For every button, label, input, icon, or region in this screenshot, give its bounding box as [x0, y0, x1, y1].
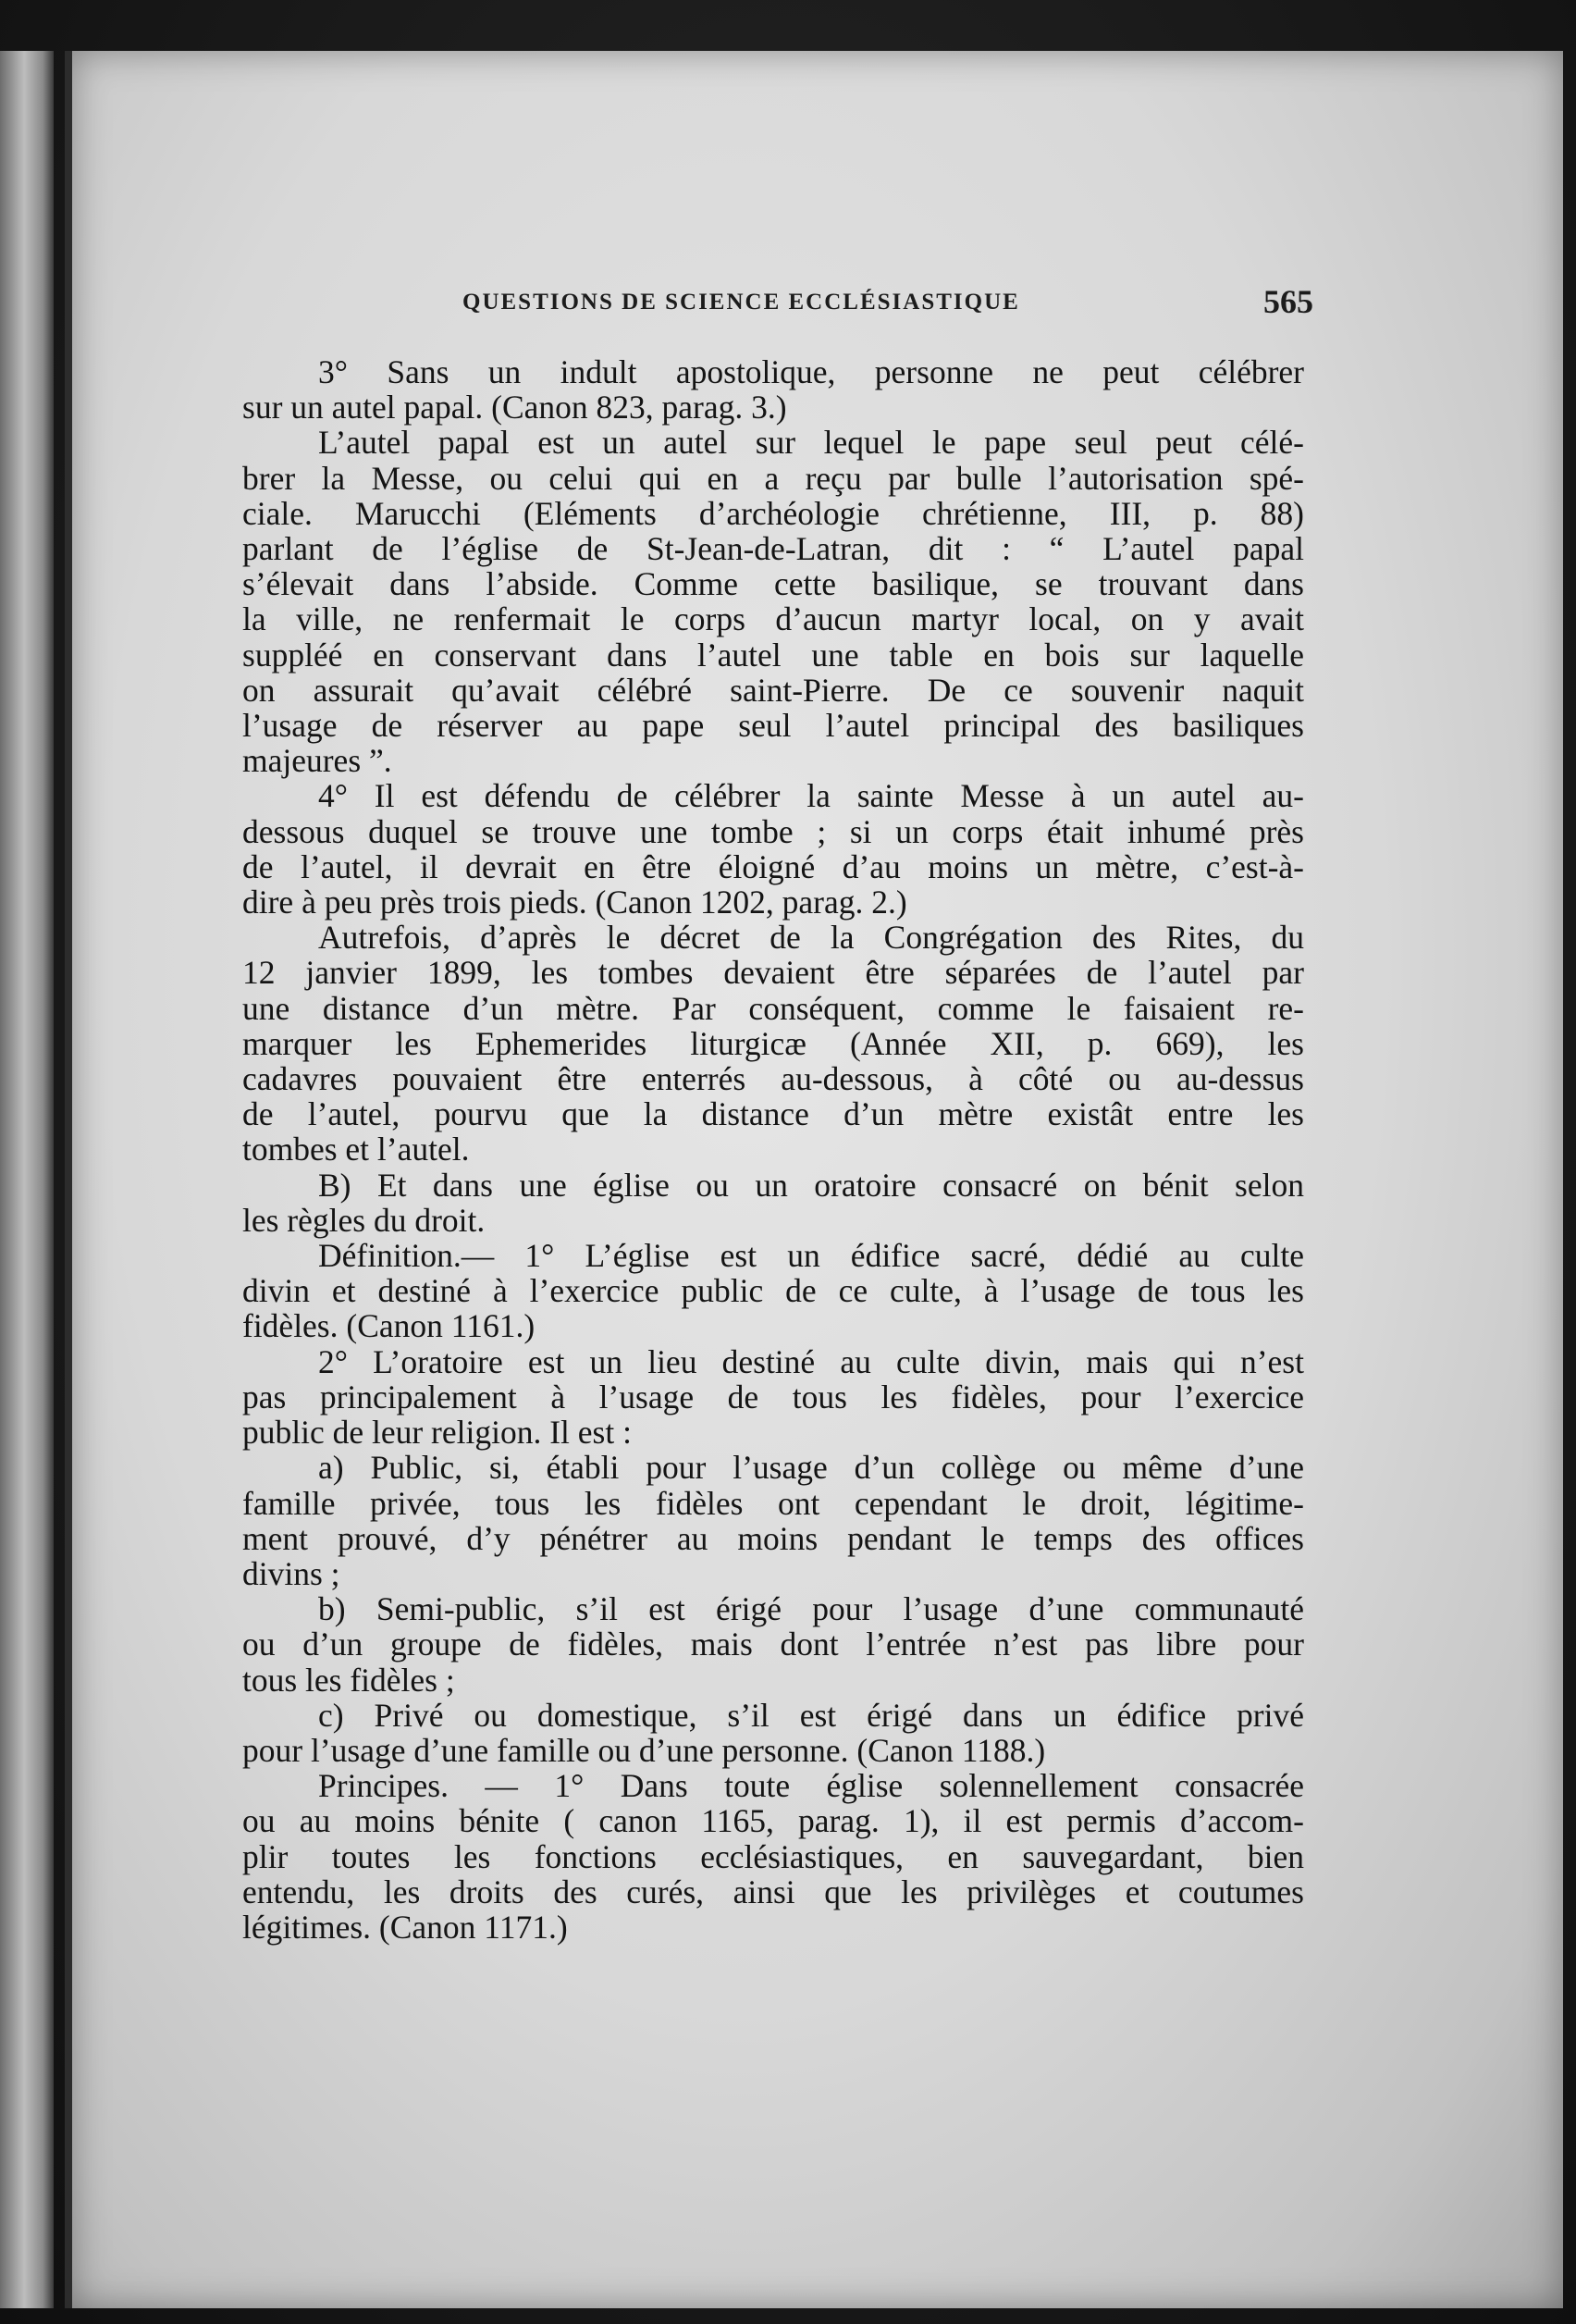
- paragraph: [242, 1344, 1304, 1451]
- paragraph: [242, 1591, 1304, 1698]
- page-number: 565: [1263, 283, 1313, 320]
- text-line: de l’autel, il devrait en être éloigné d’au moins un mètre, c’est-à-: [242, 847, 1304, 885]
- paragraph: [242, 1450, 1304, 1591]
- text-line: fidèles. (Canon 1161.): [242, 1307, 536, 1345]
- text-line: suppléé en conservant dans l’autel une table en bois sur laquelle: [242, 636, 1304, 674]
- text-line: cadavres pouvaient être enterrés au-dessous, à côté ou au-dessus: [242, 1060, 1304, 1098]
- paragraph: [242, 1168, 1304, 1238]
- text-line: 2° L’oratoire est un lieu destiné au culte divin, mais qui n’est: [318, 1342, 1304, 1380]
- text-line: 12 janvier 1899, les tombes devaient être séparées de l’autel par: [242, 954, 1304, 992]
- text-line: c) Privé ou domestique, s’il est érigé dans un édifice privé: [318, 1696, 1304, 1734]
- text-line: s’élevait dans l’abside. Comme cette basilique, se trouvant dans: [242, 565, 1304, 603]
- text-line: pour l’usage d’une famille ou d’une personne. (Canon 1188.): [242, 1731, 1046, 1769]
- text-line: légitimes. (Canon 1171.): [242, 1908, 568, 1946]
- text-line: dessous duquel se trouve une tombe ; si un corps était inhumé près: [242, 812, 1304, 850]
- paragraph: [242, 778, 1304, 920]
- text-line: 3° Sans un indult apostolique, personne ne peut célébrer: [318, 353, 1304, 390]
- paragraph: [242, 425, 1304, 778]
- text-line: la ville, ne renfermait le corps d’aucun martyr local, on y avait: [242, 600, 1304, 638]
- running-head: QUESTIONS DE SCIENCE ECCLÉSIASTIQUE: [462, 290, 1020, 315]
- paragraph: [242, 920, 1304, 1167]
- text-line: divins ;: [242, 1554, 340, 1592]
- text-line: Principes. — 1° Dans toute église solennellement consacrée: [318, 1767, 1304, 1805]
- text-line: dire à peu près trois pieds. (Canon 1202, parag. 2.): [242, 884, 907, 921]
- body-text: [242, 354, 1304, 1945]
- text-line: brer la Messe, ou celui qui en a reçu par bulle l’autorisation spé-: [242, 459, 1304, 497]
- text-line: L’autel papal est un autel sur lequel le pape seul peut célé-: [318, 424, 1304, 462]
- paragraph: [242, 1238, 1304, 1344]
- text-line: majeures ”.: [242, 742, 392, 780]
- page-header: [462, 282, 1313, 328]
- text-line: on assurait qu’avait célébré saint-Pierre. De ce souvenir naquit: [242, 671, 1304, 709]
- text-line: divin et destiné à l’exercice public de ce culte, à l’usage de tous les: [242, 1272, 1304, 1310]
- text-line: marquer les Ephemerides liturgicæ (Année XII, p. 669), les: [242, 1024, 1304, 1062]
- text-line: B) Et dans une église ou un oratoire consacré on bénit selon: [318, 1166, 1304, 1204]
- text-line: ou d’un groupe de fidèles, mais dont l’entrée n’est pas libre pour: [242, 1626, 1304, 1663]
- text-line: entendu, les droits des curés, ainsi que les privilèges et coutumes: [242, 1873, 1304, 1910]
- text-line: Autrefois, d’après le décret de la Congrégation des Rites, du: [318, 919, 1304, 957]
- text-line: sur un autel papal. (Canon 823, parag. 3.): [242, 389, 787, 426]
- text-line: plir toutes les fonctions ecclésiastiques, en sauvegardant, bien: [242, 1837, 1304, 1875]
- text-line: de l’autel, pourvu que la distance d’un mètre existât entre les: [242, 1095, 1304, 1133]
- text-line: parlant de l’église de St-Jean-de-Latran, dit : “ L’autel papal: [242, 530, 1304, 568]
- text-line: tombes et l’autel.: [242, 1131, 470, 1168]
- text-line: l’usage de réserver au pape seul l’autel principal des basiliques: [242, 707, 1304, 745]
- text-line: public de leur religion. Il est :: [242, 1414, 632, 1452]
- paragraph: [242, 1768, 1304, 1945]
- text-line: a) Public, si, établi pour l’usage d’un collège ou même d’une: [318, 1449, 1304, 1487]
- text-line: 4° Il est défendu de célébrer la sainte Messe à un autel au-: [318, 777, 1304, 815]
- text-line: ment prouvé, d’y pénétrer au moins pendant le temps des offices: [242, 1519, 1304, 1557]
- text-line: les règles du droit.: [242, 1201, 486, 1239]
- text-line: famille privée, tous les fidèles ont cependant le droit, légitime-: [242, 1484, 1304, 1522]
- previous-page-edge: [0, 51, 54, 2308]
- text-line: ciale. Marucchi (Eléments d’archéologie chrétienne, III, p. 88): [242, 494, 1304, 532]
- text-line: ou au moins bénite ( canon 1165, parag. 1), il est permis d’accom-: [242, 1802, 1304, 1840]
- text-line: pas principalement à l’usage de tous les fidèles, pour l’exercice: [242, 1378, 1304, 1415]
- text-line: Définition.— 1° L’église est un édifice sacré, dédié au culte: [318, 1237, 1304, 1275]
- text-line: une distance d’un mètre. Par conséquent, comme le faisaient re-: [242, 989, 1304, 1027]
- text-line: b) Semi-public, s’il est érigé pour l’usage d’une communauté: [318, 1590, 1304, 1628]
- paragraph: [242, 1698, 1304, 1768]
- paragraph: [242, 354, 1304, 425]
- text-line: tous les fidèles ;: [242, 1661, 455, 1699]
